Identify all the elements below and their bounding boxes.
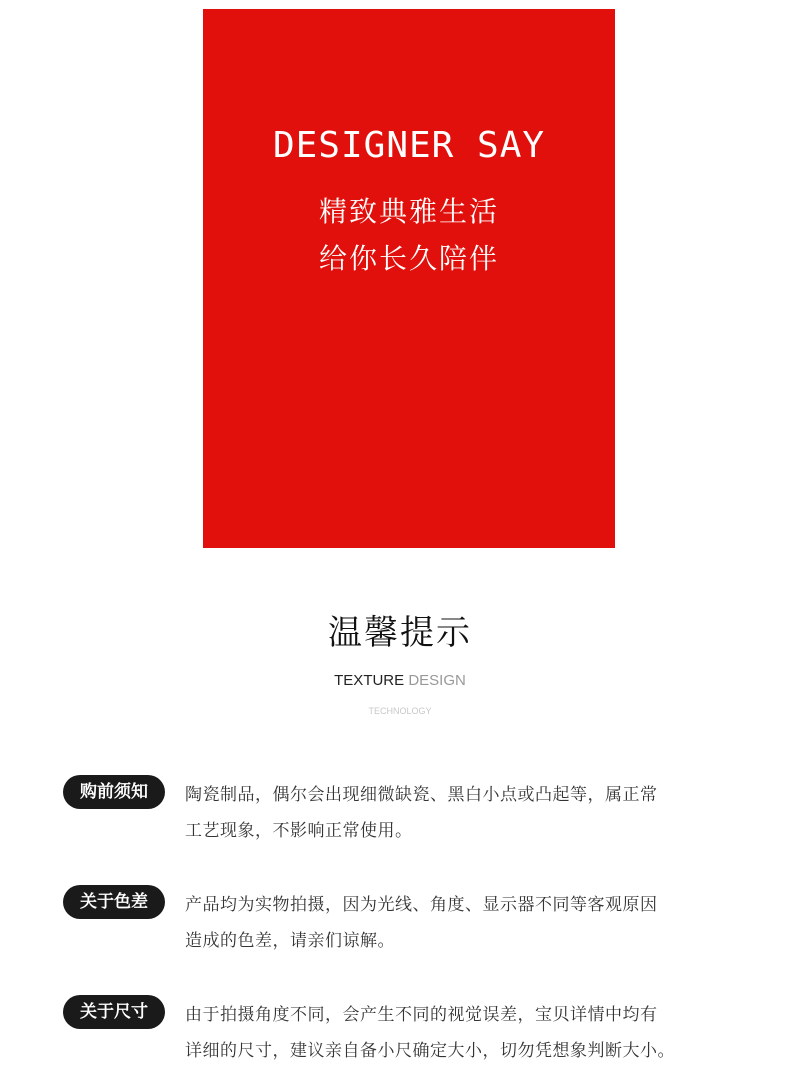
notice-text xyxy=(185,777,745,849)
notice-text-line: 造成的色差，请亲们谅解。 xyxy=(185,931,395,951)
notice-label-badge: 关于尺寸 xyxy=(63,995,165,1029)
notice-text-line: 陶瓷制品，偶尔会出现细微缺瓷、黑白小点或凸起等，属正常 xyxy=(185,785,658,805)
tips-subtitle-dark: TEXTURE xyxy=(334,672,405,689)
designer-banner xyxy=(203,9,615,548)
notice-text-line: 由于拍摄角度不同，会产生不同的视觉误差，宝贝详情中均有 xyxy=(185,1005,658,1025)
banner-heading: DESIGNER SAY xyxy=(272,125,546,166)
banner-slogan-line-1: 精致典雅生活 xyxy=(318,195,499,228)
banner-slogan-line-2: 给你长久陪伴 xyxy=(318,242,499,275)
notice-label-badge: 关于色差 xyxy=(63,885,165,919)
notice-text-line: 产品均为实物拍摄，因为光线、角度、显示器不同等客观原因 xyxy=(185,895,658,915)
notice-text-line: 详细的尺寸，建议亲自备小尺确定大小，切勿凭想象判断大小。 xyxy=(185,1041,675,1061)
notice-label-badge: 购前须知 xyxy=(63,775,165,809)
notice-text xyxy=(185,997,745,1069)
tips-subtitle-light: DESIGN xyxy=(408,672,466,689)
notice-text xyxy=(185,887,745,959)
tips-subtitle xyxy=(0,671,800,691)
tips-tiny-caption: TECHNOLOGY xyxy=(368,706,432,716)
notice-text-line: 工艺现象，不影响正常使用。 xyxy=(185,821,413,841)
tips-title: 温馨提示 xyxy=(328,613,472,653)
